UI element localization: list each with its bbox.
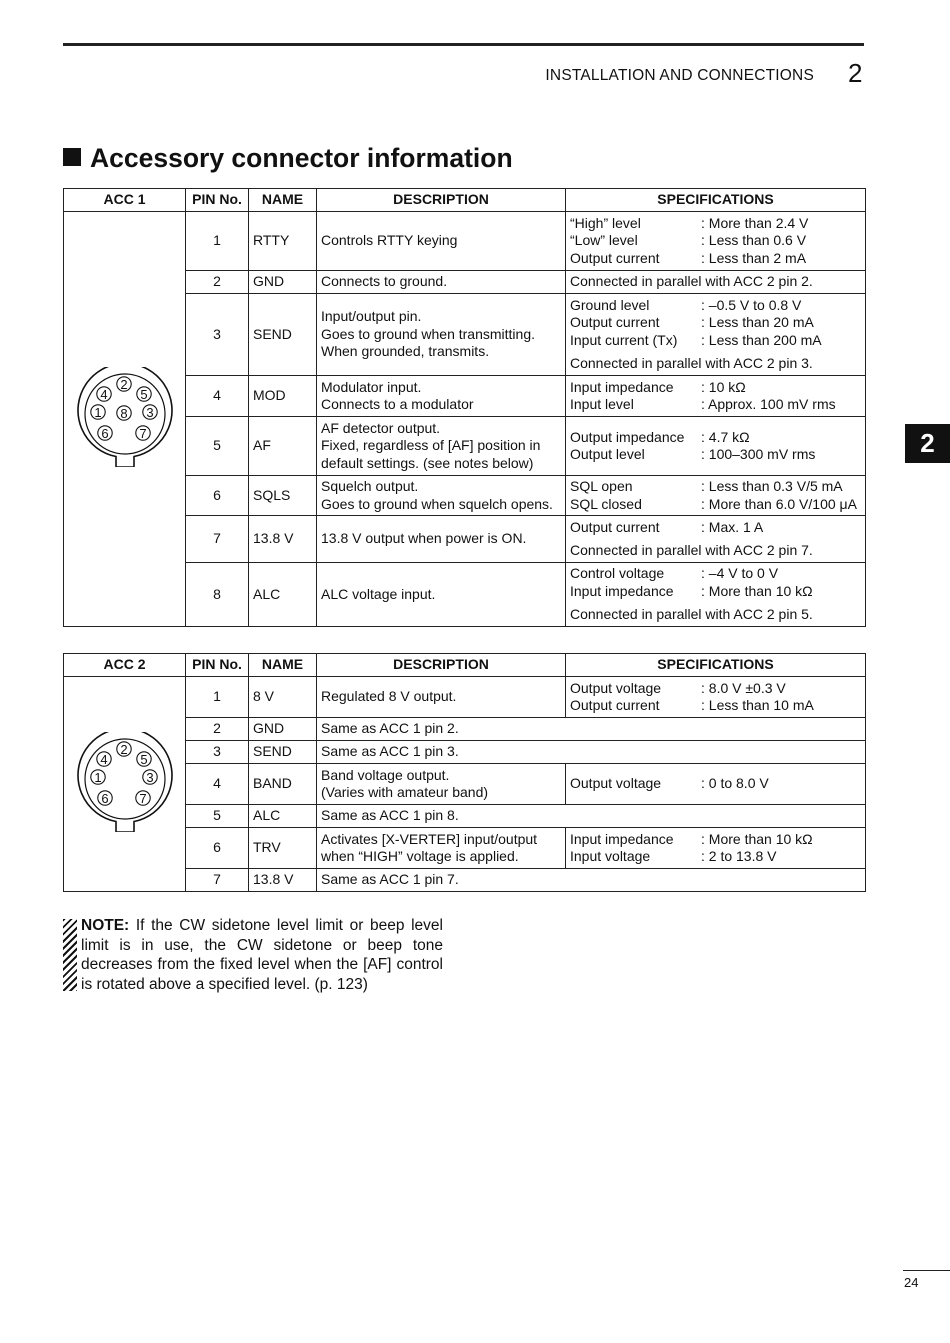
specifications-header: SPECIFICATIONS — [566, 189, 866, 212]
specifications-header: SPECIFICATIONS — [566, 654, 866, 677]
spec-value: : –4 V to 0 V — [701, 565, 779, 582]
spec-label: Ground level — [570, 296, 650, 313]
header-title: INSTALLATION AND CONNECTIONS — [545, 67, 814, 84]
acc1-label-header: ACC 1 — [64, 189, 186, 212]
spec-value: : Max. 1 A — [701, 518, 764, 535]
acc2-connector-cell — [64, 677, 186, 892]
connector-pin-label: 2 — [119, 376, 128, 392]
description-line: Controls RTTY keying — [321, 232, 458, 249]
acc2-connector-diagram — [76, 732, 174, 832]
spec-label: Input level — [570, 396, 634, 412]
acc1-connector-cell — [64, 212, 186, 627]
acc2-table — [63, 653, 866, 892]
spec-label: SQL closed — [570, 495, 642, 512]
description-line: AF detector output. — [321, 419, 441, 436]
description-cell: Same as ACC 1 pin 3. — [317, 741, 866, 764]
spec-line — [570, 446, 861, 464]
connector-pin-label: 5 — [139, 386, 148, 402]
name-header: NAME — [249, 654, 317, 677]
description-line: Activates [X-VERTER] input/output — [321, 830, 538, 847]
description-line: Regulated 8 V output. — [321, 688, 457, 705]
spec-value: : More than 10 kΩ — [701, 830, 813, 847]
description-header: DESCRIPTION — [317, 654, 566, 677]
description-line: Modulator input. — [321, 378, 422, 395]
description-line: when “HIGH” voltage is applied. — [321, 848, 519, 864]
pin-name-cell: TRV — [249, 828, 317, 869]
specifications-cell — [566, 516, 866, 563]
description-line: Goes to ground when transmitting. — [321, 325, 536, 342]
spec-label: “High” level — [570, 214, 641, 231]
spec-line — [570, 831, 861, 849]
spec-line — [570, 519, 861, 537]
spec-line — [570, 250, 861, 268]
description-line: Input/output pin. — [321, 308, 422, 325]
spec-line — [570, 297, 861, 315]
pin-name-cell: SEND — [249, 294, 317, 376]
description-cell — [317, 212, 566, 271]
spec-line — [570, 396, 861, 414]
spec-value: : Less than 200 mA — [701, 331, 822, 348]
specifications-cell — [566, 563, 866, 627]
pin-number-cell: 2 — [186, 718, 249, 741]
connector-pin-label: 7 — [138, 790, 147, 806]
connector-pin-label: 6 — [100, 790, 109, 806]
description-cell — [317, 294, 566, 376]
pin-number-cell: 5 — [186, 417, 249, 476]
description-header: DESCRIPTION — [317, 189, 566, 212]
pin-number-cell: 6 — [186, 476, 249, 516]
specifications-cell — [566, 476, 866, 516]
spec-value: : Less than 0.6 V — [701, 232, 807, 249]
connector-pin-label: 2 — [119, 741, 128, 757]
spec-value: : 100–300 mV rms — [701, 446, 816, 462]
spec-label: Input impedance — [570, 830, 674, 847]
acc1-row — [64, 212, 866, 271]
pin-name-cell: SEND — [249, 741, 317, 764]
description-cell — [317, 476, 566, 516]
description-cell — [317, 271, 566, 294]
spec-value: : More than 2.4 V — [701, 214, 809, 231]
acc2-header-row — [64, 654, 866, 677]
description-line: When grounded, transmits. — [321, 343, 490, 360]
spec-value: : 10 kΩ — [701, 378, 746, 395]
pin-no-header: PIN No. — [186, 654, 249, 677]
description-line: (Varies with amateur band) — [321, 784, 489, 800]
spec-value: : 2 to 13.8 V — [701, 848, 777, 864]
description-cell — [317, 677, 566, 718]
spec-note: Connected in parallel with ACC 2 pin 2. — [570, 273, 813, 290]
description-line: Goes to ground when squelch opens. — [321, 495, 553, 512]
note-body: If the CW sidetone level limit or beep level limit is in use, the CW sidetone or beep tone decreases from the fixed level when the [AF] control is rotated above a specified level. (p. 123) — [81, 917, 443, 993]
spec-label: “Low” level — [570, 232, 638, 249]
connector-pin-label: 5 — [139, 751, 148, 767]
spec-label: Input impedance — [570, 378, 674, 395]
connector-pin-label: 1 — [93, 769, 102, 785]
specifications-cell — [566, 764, 866, 805]
spec-label: Output level — [570, 446, 645, 462]
pin-name-cell: RTTY — [249, 212, 317, 271]
spec-value: : More than 10 kΩ — [701, 582, 813, 599]
connector-pin-label: 7 — [138, 425, 147, 441]
description-cell: Same as ACC 1 pin 2. — [317, 718, 866, 741]
spec-line — [570, 232, 861, 250]
pin-name-cell: SQLS — [249, 476, 317, 516]
pin-name-cell: BAND — [249, 764, 317, 805]
description-line: Fixed, regardless of [AF] position in — [321, 437, 541, 454]
spec-label: Output current — [570, 249, 660, 266]
spec-line — [570, 379, 861, 397]
spec-note: Connected in parallel with ACC 2 pin 3. — [570, 355, 813, 371]
spec-label: Output voltage — [570, 679, 662, 696]
spec-label: Output current — [570, 314, 660, 330]
top-rule — [63, 43, 864, 46]
spec-label: Input impedance — [570, 582, 674, 599]
note-text — [81, 916, 443, 994]
connector-pin-label: 3 — [145, 769, 154, 785]
spec-value: : 8.0 V ±0.3 V — [701, 679, 786, 696]
footer-rule — [903, 1270, 950, 1271]
description-line: Connects to a modulator — [321, 396, 474, 412]
pin-number-cell: 7 — [186, 516, 249, 563]
acc1-header-row — [64, 189, 866, 212]
specifications-cell — [566, 294, 866, 376]
pin-number-cell: 3 — [186, 741, 249, 764]
description-cell — [317, 417, 566, 476]
spec-value: : 4.7 kΩ — [701, 428, 750, 445]
description-cell — [317, 376, 566, 417]
pin-name-cell: 8 V — [249, 677, 317, 718]
description-cell — [317, 764, 566, 805]
spec-line — [570, 314, 861, 332]
section-title — [63, 143, 513, 174]
connector-pin-label: 4 — [99, 386, 108, 402]
description-cell — [317, 563, 566, 627]
spec-label: Output voltage — [570, 775, 662, 792]
spec-note: Connected in parallel with ACC 2 pin 5. — [570, 606, 813, 623]
spec-line — [570, 215, 861, 233]
pin-name-cell: GND — [249, 718, 317, 741]
spec-line — [570, 775, 861, 793]
note-label: NOTE: — [81, 917, 130, 934]
acc1-table — [63, 188, 866, 627]
acc2-row — [64, 677, 866, 718]
spec-value: : Less than 0.3 V/5 mA — [701, 478, 843, 494]
pin-number-cell: 7 — [186, 869, 249, 892]
description-cell: Same as ACC 1 pin 8. — [317, 805, 866, 828]
description-line: Band voltage output. — [321, 766, 450, 783]
spec-label: Control voltage — [570, 565, 665, 582]
pin-name-cell: ALC — [249, 805, 317, 828]
description-line: default settings. (see notes below) — [321, 454, 534, 471]
specifications-cell — [566, 677, 866, 718]
pin-name-cell: MOD — [249, 376, 317, 417]
spec-value: : Less than 2 mA — [701, 249, 807, 266]
square-bullet-icon — [63, 148, 81, 166]
spec-line — [570, 697, 861, 715]
pin-number-cell: 1 — [186, 677, 249, 718]
description-line: Connects to ground. — [321, 273, 448, 290]
pin-name-cell: AF — [249, 417, 317, 476]
spec-line — [570, 583, 861, 601]
pin-name-cell: GND — [249, 271, 317, 294]
connector-pin-label: 3 — [145, 404, 154, 420]
pin-number-cell: 5 — [186, 805, 249, 828]
spec-label: Input voltage — [570, 848, 651, 864]
spec-value: : –0.5 V to 0.8 V — [701, 296, 802, 313]
note-block — [63, 916, 443, 994]
connector-pin-label: 1 — [93, 404, 102, 420]
spec-line — [570, 848, 861, 866]
spec-value: : Less than 10 mA — [701, 697, 814, 713]
header-chapter-number: 2 — [848, 58, 863, 88]
pin-number-cell: 3 — [186, 294, 249, 376]
pin-number-cell: 2 — [186, 271, 249, 294]
spec-label: Output current — [570, 697, 660, 713]
pin-name-cell: 13.8 V — [249, 516, 317, 563]
spec-line — [570, 496, 861, 514]
spec-value: : Less than 20 mA — [701, 314, 814, 330]
description-line: Squelch output. — [321, 478, 419, 494]
spec-label: SQL open — [570, 478, 633, 494]
specifications-cell — [566, 271, 866, 294]
spec-note: Connected in parallel with ACC 2 pin 7. — [570, 542, 813, 558]
spec-line — [570, 429, 861, 447]
spec-line — [570, 680, 861, 698]
connector-pin-label: 4 — [99, 751, 108, 767]
spec-line — [570, 565, 861, 583]
description-line: ALC voltage input. — [321, 585, 436, 602]
spec-label: Output current — [570, 518, 660, 535]
spec-value: : Approx. 100 mV rms — [701, 396, 836, 412]
connector-pin-label: 8 — [119, 405, 128, 421]
page-number: 24 — [904, 1275, 919, 1290]
pin-name-cell: ALC — [249, 563, 317, 627]
spec-label: Input current (Tx) — [570, 331, 678, 348]
pin-name-cell: 13.8 V — [249, 869, 317, 892]
description-cell — [317, 828, 566, 869]
connector-pin-label: 6 — [100, 425, 109, 441]
acc2-label-header: ACC 2 — [64, 654, 186, 677]
pin-number-cell: 6 — [186, 828, 249, 869]
description-cell — [317, 516, 566, 563]
description-cell: Same as ACC 1 pin 7. — [317, 869, 866, 892]
specifications-cell — [566, 376, 866, 417]
specifications-cell — [566, 212, 866, 271]
specifications-cell — [566, 417, 866, 476]
spec-line — [570, 478, 861, 496]
spec-line — [570, 332, 861, 350]
acc1-connector-diagram — [76, 367, 174, 467]
section-title-text: Accessory connector information — [90, 143, 513, 173]
pin-no-header: PIN No. — [186, 189, 249, 212]
pin-number-cell: 8 — [186, 563, 249, 627]
specifications-cell — [566, 828, 866, 869]
note-hatch-icon — [63, 919, 77, 991]
name-header: NAME — [249, 189, 317, 212]
description-line: 13.8 V output when power is ON. — [321, 530, 527, 547]
pin-number-cell: 1 — [186, 212, 249, 271]
spec-value: : 0 to 8.0 V — [701, 775, 769, 792]
pin-number-cell: 4 — [186, 764, 249, 805]
chapter-side-tab: 2 — [905, 424, 950, 463]
spec-value: : More than 6.0 V/100 μA — [701, 495, 857, 512]
pin-number-cell: 4 — [186, 376, 249, 417]
spec-label: Output impedance — [570, 428, 685, 445]
